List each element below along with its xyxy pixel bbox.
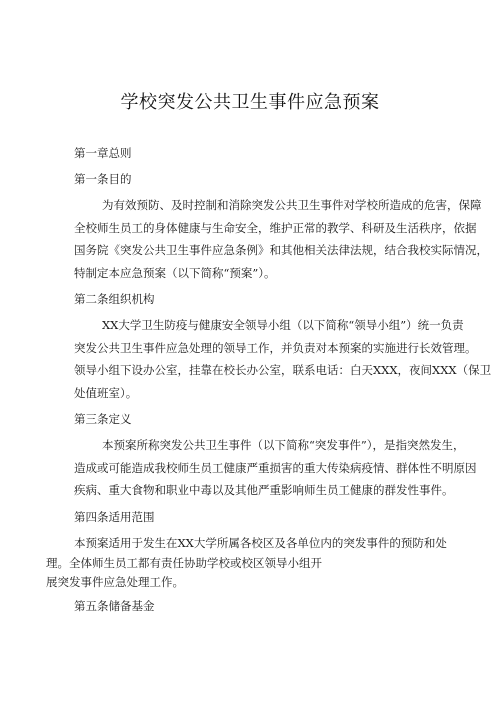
paragraph-line: 特制定本应急预案（以下简称“预案”）。 bbox=[74, 265, 276, 280]
paragraph-line: 国务院《突发公共卫生事件应急条例》和其他相关法律法规，结合我校实际情况， bbox=[74, 243, 488, 257]
article-3-paragraph bbox=[46, 434, 477, 502]
paragraph-line: 本预案所称突发公共卫生事件（以下简称“突发事件”），是指突然发生， bbox=[102, 438, 465, 452]
article-3-heading: 第三条定义 bbox=[74, 412, 132, 426]
article-2-heading: 第二条组织机构 bbox=[74, 292, 155, 306]
paragraph-line: 领导小组下设办公室，挂靠在校长办公室，联系电话：白天XXX，夜间XXX（保卫 bbox=[74, 363, 492, 377]
paragraph-line: 处值班室）。 bbox=[74, 385, 138, 400]
paragraph-line: 造成或可能造成我校师生员工健康严重损害的重大传染病疫情、群体性不明原因 bbox=[74, 460, 477, 475]
paragraph-line: 理。全体师生员工都有责任协助学校或校区领导小组开 bbox=[46, 556, 322, 570]
paragraph-line: 突发公共卫生事件应急处理的领导工作，并负责对本预案的实施进行长效管理。 bbox=[74, 340, 477, 355]
document-body bbox=[46, 142, 492, 621]
article-5-heading: 第五条储备基金 bbox=[74, 599, 155, 613]
chapter-heading: 第一章总则 bbox=[74, 146, 132, 160]
article-1-paragraph bbox=[46, 194, 488, 284]
article-1-heading: 第一条目的 bbox=[74, 172, 132, 186]
paragraph-line: 本预案适用于发生在XX大学所属各校区及各单位内的突发事件的预防和处 bbox=[74, 535, 447, 550]
paragraph-line: 疾病、重大食物和职业中毒以及其他严重影响师生员工健康的群发性事件。 bbox=[74, 483, 454, 497]
paragraph-line: XX大学卫生防疫与健康安全领导小组（以下简称“领导小组”）统一负责 bbox=[102, 318, 464, 332]
paragraph-line: 展突发事件应急处理工作。 bbox=[46, 575, 184, 589]
article-4-heading: 第四条适用范围 bbox=[74, 509, 155, 524]
document-title: 学校突发公共卫生事件应急预案 bbox=[120, 92, 380, 113]
article-2-paragraph bbox=[46, 314, 492, 404]
article-4-paragraph bbox=[46, 532, 460, 592]
paragraph-line: 为有效预防、及时控制和消除突发公共卫生事件对学校所造成的危害，保障 bbox=[102, 198, 482, 212]
paragraph-line: 全校师生员工的身体健康与生命安全，维护正常的教学、科研及生活秩序，依据 bbox=[74, 220, 477, 235]
